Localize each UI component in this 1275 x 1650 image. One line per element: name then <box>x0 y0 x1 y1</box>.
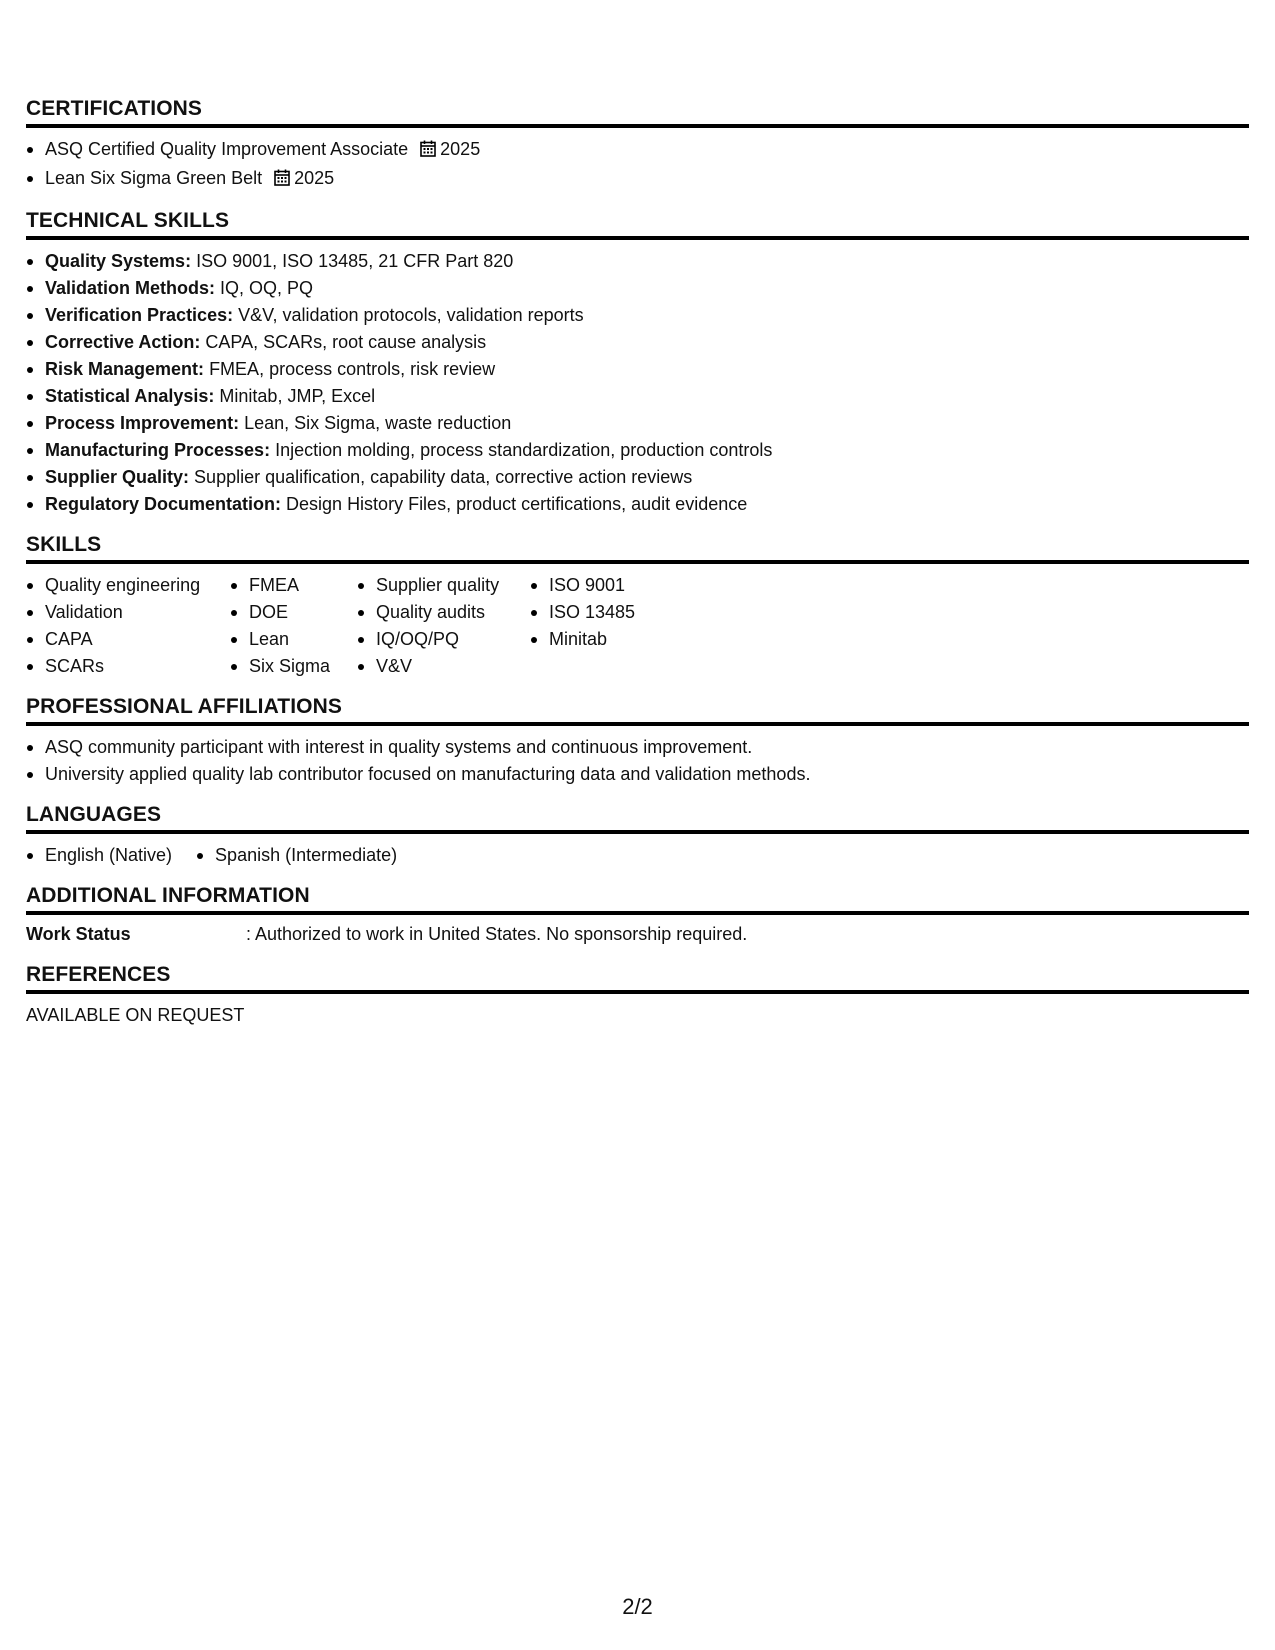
skill-value: Design History Files, product certifications, audit evidence <box>286 494 748 514</box>
skills-grid <box>26 572 1249 680</box>
skills-column <box>230 572 357 680</box>
references-section <box>26 962 1249 1029</box>
skill-label: Verification Practices: <box>45 305 234 325</box>
languages-list <box>26 842 421 869</box>
list-item <box>26 248 1249 275</box>
skill-value: Supplier qualification, capability data, corrective action reviews <box>194 467 693 487</box>
references-text: AVAILABLE ON REQUEST <box>26 1005 245 1025</box>
list-item <box>26 329 1249 356</box>
skill-value: Injection molding, process standardization, production controls <box>275 440 773 460</box>
affiliations-list <box>26 734 1249 788</box>
certification-name: Lean Six Sigma Green Belt <box>45 168 263 188</box>
list-item: CAPA <box>26 626 230 653</box>
additional-info-section <box>26 883 1249 948</box>
list-item: English (Native) <box>26 842 172 869</box>
languages-heading: LANGUAGES <box>26 802 1249 834</box>
list-item <box>26 437 1249 464</box>
skill-label: Validation Methods: <box>45 278 216 298</box>
affiliations-heading: PROFESSIONAL AFFILIATIONS <box>26 694 1249 726</box>
certifications-list <box>26 136 1249 194</box>
list-item: Minitab <box>530 626 670 653</box>
list-item <box>26 410 1249 437</box>
list-item <box>26 356 1249 383</box>
list-item: V&V <box>357 653 530 680</box>
list-item <box>26 464 1249 491</box>
skill-value: ISO 9001, ISO 13485, 21 CFR Part 820 <box>196 251 514 271</box>
list-item: ISO 9001 <box>530 572 670 599</box>
list-item <box>26 383 1249 410</box>
list-item: Validation <box>26 599 230 626</box>
certification-name: ASQ Certified Quality Improvement Associate <box>45 139 409 159</box>
list-item <box>26 136 1249 165</box>
skill-value: FMEA, process controls, risk review <box>209 359 496 379</box>
skill-value: IQ, OQ, PQ <box>220 278 314 298</box>
skill-label: Statistical Analysis: <box>45 386 215 406</box>
work-status-label: Work Status <box>26 924 131 944</box>
skill-label: Process Improvement: <box>45 413 240 433</box>
skills-column <box>530 572 670 680</box>
languages-section <box>26 802 1249 869</box>
skill-label: Risk Management: <box>45 359 205 379</box>
list-item <box>26 275 1249 302</box>
certification-year: 2025 <box>440 139 481 159</box>
skill-value: Lean, Six Sigma, waste reduction <box>244 413 512 433</box>
references-heading: REFERENCES <box>26 962 1249 994</box>
skills-column <box>357 572 530 680</box>
skill-label: Supplier Quality: <box>45 467 190 487</box>
list-item: Quality audits <box>357 599 530 626</box>
certifications-heading: CERTIFICATIONS <box>26 96 1249 128</box>
additional-info-heading: ADDITIONAL INFORMATION <box>26 883 1249 915</box>
certification-year: 2025 <box>294 168 335 188</box>
affiliations-section <box>26 694 1249 788</box>
list-item: FMEA <box>230 572 357 599</box>
skill-label: Regulatory Documentation: <box>45 494 282 514</box>
page-number: 2/2 <box>622 1594 653 1619</box>
technical-skills-heading: TECHNICAL SKILLS <box>26 208 1249 240</box>
list-item: Spanish (Intermediate) <box>196 842 397 869</box>
list-item: Supplier quality <box>357 572 530 599</box>
work-status-row <box>26 921 1249 948</box>
skill-label: Manufacturing Processes: <box>45 440 271 460</box>
skill-label: Quality Systems: <box>45 251 192 271</box>
list-item: DOE <box>230 599 357 626</box>
skills-section <box>26 532 1249 680</box>
skill-value: CAPA, SCARs, root cause analysis <box>205 332 487 352</box>
list-item <box>26 491 1249 518</box>
list-item: Six Sigma <box>230 653 357 680</box>
skill-label: Corrective Action: <box>45 332 201 352</box>
technical-skills-list <box>26 248 1249 518</box>
work-status-value: : Authorized to work in United States. No sponsorship required. <box>246 924 748 944</box>
resume-page <box>26 96 1249 1029</box>
calendar-icon <box>420 138 436 165</box>
list-item: University applied quality lab contributor focused on manufacturing data and validation methods. <box>26 761 1249 788</box>
list-item: Quality engineering <box>26 572 230 599</box>
skills-heading: SKILLS <box>26 532 1249 564</box>
skill-value: Minitab, JMP, Excel <box>219 386 376 406</box>
list-item <box>26 165 1249 194</box>
list-item <box>26 302 1249 329</box>
skill-value: V&V, validation protocols, validation reports <box>238 305 584 325</box>
list-item: Lean <box>230 626 357 653</box>
list-item: SCARs <box>26 653 230 680</box>
certifications-section <box>26 96 1249 194</box>
calendar-icon <box>274 167 290 194</box>
list-item: IQ/OQ/PQ <box>357 626 530 653</box>
skills-column <box>26 572 230 680</box>
technical-skills-section <box>26 208 1249 518</box>
list-item: ISO 13485 <box>530 599 670 626</box>
languages-row <box>26 842 1249 869</box>
list-item: ASQ community participant with interest in quality systems and continuous improvement. <box>26 734 1249 761</box>
